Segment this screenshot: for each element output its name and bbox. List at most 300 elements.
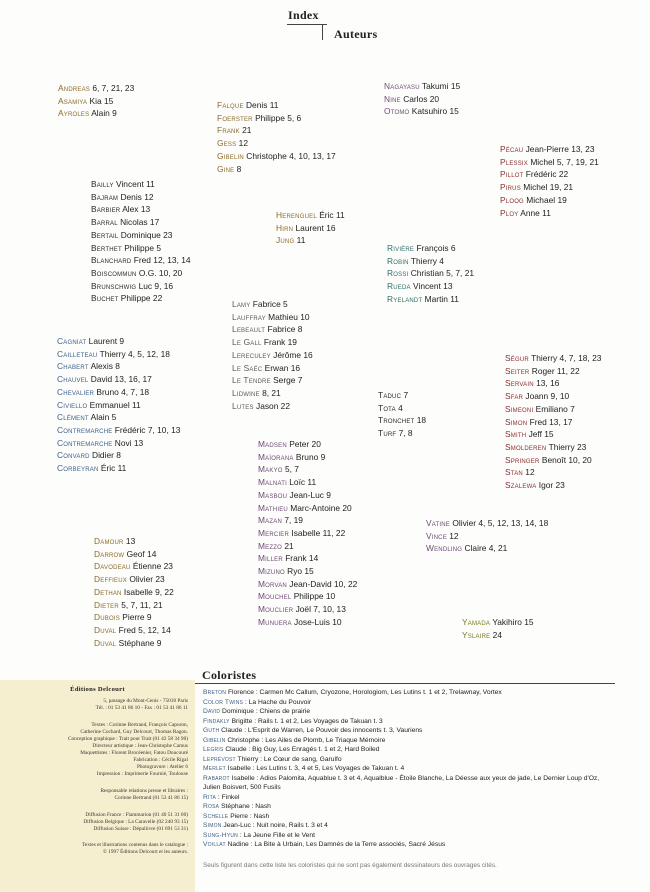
author-entry (94, 560, 174, 573)
author-pages: Nicolas 17 (120, 217, 160, 228)
author-group-a (58, 82, 134, 120)
author-pages: 21 (242, 125, 252, 136)
author-entry (387, 255, 474, 268)
author-pages: Serge 7 (273, 375, 303, 386)
colorist-works: Dominique : Chiens de prairie (222, 708, 311, 715)
author-pages: 7, 19 (284, 515, 303, 526)
author-entry (258, 451, 357, 464)
publisher-address: 5, passage du Mont-Cenis - 75018 Paris (103, 698, 188, 704)
author-pages: Christian 5, 7, 21 (410, 268, 475, 279)
author-entry (91, 254, 191, 267)
colorist-entry (203, 698, 599, 708)
author-pages: Michel 5, 7, 19, 21 (530, 156, 599, 167)
author-entry (426, 542, 548, 555)
author-name: Dieter (94, 599, 119, 610)
author-entry (57, 437, 180, 450)
author-pages: Pierre 9 (122, 612, 152, 623)
author-group-l (232, 298, 313, 412)
author-name: Seiter (505, 365, 530, 376)
author-pages: Étienne 23 (132, 561, 173, 572)
author-entry (91, 216, 191, 229)
author-group-d (94, 535, 174, 649)
author-name: Ayroles (58, 108, 90, 119)
author-pages: Yakihiro 15 (492, 617, 534, 627)
author-pages: Alain 5 (90, 412, 117, 423)
author-name: Maïorana (258, 451, 294, 462)
author-entry (378, 402, 426, 415)
author-name: Andreas (58, 83, 90, 93)
author-entry (91, 280, 191, 293)
author-name: Frank (217, 125, 240, 136)
author-entry (57, 424, 180, 437)
author-name: Ségur (505, 353, 529, 363)
author-entry (258, 463, 357, 476)
author-pages: Jose-Luis 10 (294, 616, 342, 627)
author-pages: Denis 12 (120, 191, 154, 202)
colorist-works: Julien Boisvert, 500 Fusils (203, 784, 281, 791)
author-name: Darrow (94, 548, 125, 559)
credit-line: Corinne Bertrand (01 53 41 86 15) (114, 795, 188, 801)
author-entry (276, 209, 345, 222)
author-name: Lamy (232, 299, 251, 309)
author-entry (232, 374, 313, 387)
author-pages: Thierry 23 (548, 441, 587, 452)
author-pages: Jean-Pierre 13, 23 (525, 144, 595, 154)
credit-line: Textes et illustrations contenus dans le catalogue : (82, 842, 188, 848)
colorist-name: Rabarot (203, 774, 230, 782)
author-name: Plessix (500, 156, 528, 167)
author-entry (217, 99, 336, 112)
author-group-s (505, 352, 601, 492)
author-entry (217, 150, 336, 163)
author-name: Smith (505, 429, 527, 440)
author-name: Lebeault (232, 324, 266, 335)
author-pages: Benoît 10, 20 (541, 454, 592, 465)
author-name: Convard (57, 450, 90, 461)
author-pages: Alain 9 (91, 108, 117, 119)
author-name: Pirus (500, 182, 521, 193)
author-entry (57, 449, 180, 462)
author-pages: Dominique 23 (120, 229, 173, 240)
author-entry (384, 93, 460, 106)
author-pages: Jean-David 10, 22 (289, 578, 358, 589)
author-entry (505, 403, 601, 416)
author-pages: Geof 14 (126, 548, 157, 559)
author-entry (426, 530, 548, 543)
author-entry (94, 637, 174, 650)
author-name: Gine (217, 163, 235, 174)
author-name: Le Gall (232, 337, 262, 348)
author-name: Ploog (500, 194, 524, 205)
author-entry (505, 365, 601, 378)
author-group-m (258, 438, 357, 629)
author-pages: 5, 7 (284, 464, 299, 475)
author-entry (91, 292, 191, 305)
author-pages: Stéphane 9 (118, 637, 162, 648)
author-name: Civiello (57, 399, 88, 410)
colorist-entry (203, 764, 599, 774)
author-entry (258, 489, 357, 502)
author-entry (217, 137, 336, 150)
author-entry (387, 242, 474, 255)
author-entry (94, 535, 174, 548)
author-pages: Igor 23 (538, 480, 565, 491)
author-entry (91, 203, 191, 216)
author-entry (505, 390, 601, 403)
author-entry (505, 377, 601, 390)
credit-line: Fabrication : Cécile Rigal (133, 757, 188, 763)
colorist-works: Isabelle : Adios Palomita, Aquablue t. 3 et 4, Aqualblue - Étoile Blanche, La Déesse aux yeux de jade, Le Dernier Loup d'Oz, (231, 774, 600, 782)
author-name: Bajram (91, 191, 119, 202)
author-pages: 7, 8 (398, 428, 413, 439)
colorist-name: Breton (203, 689, 227, 696)
colorist-name: Guth (203, 727, 220, 734)
author-group-f-g (217, 99, 336, 175)
author-entry (258, 438, 357, 451)
author-pages: Michel 19, 21 (523, 182, 574, 193)
author-name: Tronchet (378, 415, 415, 426)
colorist-name: Simon (203, 822, 222, 829)
author-entry (462, 629, 534, 642)
author-entry (91, 229, 191, 242)
author-name: Berthet (91, 242, 122, 253)
author-pages: O.G. 10, 20 (138, 267, 183, 278)
coloristes-rule (195, 683, 615, 684)
author-entry (276, 234, 345, 247)
author-entry (505, 466, 601, 479)
author-name: Mathieu (258, 502, 288, 513)
author-entry (58, 82, 134, 95)
author-name: Dubois (94, 612, 120, 623)
author-pages: Philippe 22 (120, 293, 163, 304)
author-name: Lereculey (232, 349, 271, 360)
author-entry (500, 168, 599, 181)
colorist-works: : La Jeune Fille et le Vent (239, 831, 315, 839)
author-entry (232, 323, 313, 336)
colorist-entry (203, 736, 599, 746)
author-pages: Fred 13, 17 (529, 416, 573, 427)
author-name: Falque (217, 100, 244, 110)
author-entry (387, 267, 474, 280)
author-pages: 11 (296, 235, 306, 246)
author-pages: Christophe 4, 10, 13, 17 (246, 150, 336, 161)
author-pages: Olivier 23 (129, 574, 165, 585)
author-pages: Philippe 5, 6 (255, 112, 302, 123)
author-entry (232, 336, 313, 349)
credit-line: Conception graphique : Trait pour Trait (01 42 58 34 90) (67, 736, 188, 742)
author-name: Mouclier (258, 604, 294, 615)
colorist-entry (203, 726, 599, 736)
author-entry (91, 191, 191, 204)
author-name: Mouchel (258, 591, 292, 602)
colorist-works: : Finkel (217, 793, 240, 801)
author-name: Duval (94, 637, 117, 648)
credit-line: © 1997 Éditions Delcourt et les auteurs. (102, 849, 188, 855)
author-name: Ploy (500, 207, 519, 218)
credit-line: Diffusion Suisse : Dépuliivre (01 691 53 31) (93, 826, 188, 832)
author-name: Barbier (91, 204, 121, 215)
author-name: Servain (505, 378, 534, 389)
author-entry (462, 616, 534, 629)
author-pages: Peter 20 (289, 439, 321, 449)
author-pages: Éric 11 (319, 210, 345, 220)
author-pages: 12 (525, 467, 535, 478)
author-name: Simeoni (505, 403, 534, 414)
author-name: Madsen (258, 439, 287, 449)
colorist-works: Florence : Carmen Mc Callum, Cryozone, Horologiom, Les Lutins t. 1 et 2, Trelawnay, Vortex (227, 689, 502, 696)
author-entry (94, 573, 174, 586)
author-pages: Didier 8 (92, 450, 121, 461)
coloristes-list (203, 688, 599, 850)
colorist-works: Claude : L'Esprit de Warren, Le Pouvoir des innocents t. 3, Vauriens (221, 727, 423, 734)
header-rule-vertical (322, 24, 323, 40)
author-pages: 5, 7, 11, 21 (121, 599, 163, 610)
author-pages: Joël 7, 10, 13 (295, 604, 346, 615)
author-pages: Michael 19 (526, 194, 567, 205)
author-entry (258, 514, 357, 527)
author-pages: Kia 15 (89, 95, 114, 106)
author-entry (505, 441, 601, 454)
author-name: Mercier (258, 527, 290, 538)
author-pages: Martin 11 (424, 293, 459, 304)
author-pages: Alex 13 (122, 204, 151, 215)
credit-line: Catherine Cochard, Guy Delcourt, Thomas Ragon. (80, 729, 188, 735)
author-entry (500, 143, 599, 156)
credit-line: Impression : Imprimerie Fournié, Toulouse (96, 771, 188, 777)
author-pages: 13 (125, 536, 136, 546)
author-entry (232, 362, 313, 375)
author-name: Taduc (378, 390, 402, 400)
author-entry (57, 399, 180, 412)
author-name: Yamada (462, 617, 491, 627)
coloristes-note: Seuls figurent dans cette liste les coloristes qui ne sont pas également dessinateurs des ouvrages cités. (203, 862, 497, 869)
author-entry (505, 352, 601, 365)
author-pages: Fabrice 8 (267, 324, 303, 335)
author-name: Sfar (505, 391, 524, 402)
author-pages: Jason 22 (256, 400, 290, 411)
colorist-name: Schelle (203, 812, 229, 820)
author-group-h-j (276, 209, 345, 247)
author-entry (232, 387, 313, 400)
author-entry (57, 360, 180, 373)
author-pages: Fabrice 5 (252, 299, 288, 309)
colorist-works: Jean-Luc : Nuit noire, Rails t. 3 et 4 (223, 822, 328, 829)
author-pages: Thierry 4, 5, 12, 18 (99, 348, 170, 359)
credit-line: Directeur artistique : Jean-Christophe Camus (92, 743, 188, 749)
header-rule (287, 24, 327, 25)
author-name: Buchet (91, 293, 119, 304)
author-pages: Frank 14 (285, 553, 319, 564)
author-pages: Roger 11, 22 (531, 365, 580, 376)
author-name: Lutes (232, 400, 254, 411)
colorist-entry (203, 688, 599, 698)
author-name: Makyo (258, 464, 283, 475)
colorist-entry (203, 802, 599, 812)
author-group-y (462, 616, 534, 641)
author-pages: Claire 4, 21 (464, 543, 508, 554)
author-pages: Takumi 15 (421, 81, 461, 91)
author-name: Chabert (57, 361, 89, 372)
author-name: Barral (91, 217, 118, 228)
author-entry (387, 293, 474, 306)
author-pages: Marc-Antoine 20 (290, 502, 352, 513)
author-pages: Isabelle 9, 22 (123, 586, 174, 597)
author-pages: Luc 9, 16 (138, 280, 174, 291)
credit-line: Responsable relations presse et libraires : (100, 788, 188, 794)
colorist-name: Legris (203, 746, 224, 753)
author-name: Mizuno (258, 566, 285, 577)
author-pages: Philippe 5 (124, 242, 162, 253)
author-name: Yslaire (462, 629, 491, 640)
credit-line: Maquettistes : Florent Brocéenier, Fatou Doucouré (80, 750, 188, 756)
author-entry (57, 335, 180, 348)
author-name: Turf (378, 428, 397, 439)
author-entry (505, 479, 601, 492)
author-entry (58, 95, 134, 108)
author-pages: Alexis 8 (90, 361, 120, 372)
author-entry (258, 552, 357, 565)
colorist-works: Isabelle : Les Lutins t. 3, 4 et 5, Les Voyages de Takuan t. 4 (227, 765, 405, 772)
author-entry (258, 603, 357, 616)
author-pages: Novi 13 (114, 437, 144, 448)
author-pages: 8, 21 (262, 387, 281, 398)
author-pages: 6, 7, 21, 23 (92, 83, 135, 93)
author-entry (258, 540, 357, 553)
author-pages: Bruno 4, 7, 18 (96, 386, 150, 397)
author-pages: 24 (492, 629, 502, 640)
author-pages: 8 (236, 163, 242, 174)
author-group-n-o (384, 80, 460, 118)
colorist-name: Findakly (203, 717, 230, 725)
author-entry (57, 348, 180, 361)
author-pages: Loïc 11 (289, 477, 317, 488)
author-pages: Frank 19 (263, 337, 297, 348)
author-pages: Vincent 11 (116, 179, 155, 189)
author-name: Brunschwig (91, 280, 137, 291)
publisher-credits-panel (0, 680, 195, 892)
author-name: Herenguel (276, 210, 317, 220)
author-entry (258, 476, 357, 489)
colorist-name: Rosa (203, 803, 220, 810)
colorist-name: Sung-Hyun (203, 831, 238, 839)
author-pages: Jean-Luc 9 (289, 489, 331, 500)
author-entry (258, 578, 357, 591)
colorist-works: Brigitte : Rails t. 1 et 2, Les Voyages de Takuan t. 3 (231, 717, 383, 725)
author-name: Nine (384, 93, 401, 104)
author-pages: 4 (398, 402, 403, 413)
author-name: Rueda (387, 281, 411, 292)
colorist-entry (203, 755, 599, 765)
coloristes-title: Coloristes (202, 668, 257, 682)
author-name: Ryelandt (387, 293, 423, 304)
author-name: Asamiya (58, 95, 88, 106)
author-entry (500, 194, 599, 207)
author-entry (384, 105, 460, 118)
author-name: Mezzo (258, 540, 282, 551)
author-name: Chauvel (57, 374, 89, 385)
author-entry (258, 527, 357, 540)
credit-line: Diffusion Belgique : La Caravelle (02 240 93 15) (83, 819, 188, 825)
author-name: Contremarche (57, 437, 113, 448)
colorist-works: Thierry : Le Cœur de sang, Garulfo (237, 755, 342, 763)
author-pages: Thierry 4 (410, 255, 444, 266)
author-entry (232, 400, 313, 413)
author-entry (276, 222, 345, 235)
author-entry (500, 181, 599, 194)
colorist-entry (203, 821, 599, 831)
author-entry (232, 298, 313, 311)
author-name: Damour (94, 536, 124, 546)
author-pages: 12 (238, 138, 248, 149)
author-name: Simon (505, 416, 528, 427)
author-pages: Carlos 20 (403, 93, 440, 104)
colorist-works: Claude : Big Guy, Les Enragés t. 1 et 2, Hard Boiled (225, 746, 380, 753)
author-pages: 18 (416, 415, 427, 426)
author-name: Gess (217, 138, 237, 149)
author-entry (91, 242, 191, 255)
author-name: Contremarche (57, 424, 113, 435)
author-name: Rossi (387, 268, 409, 279)
author-pages: Anne 11 (520, 207, 551, 218)
author-pages: 13, 16 (536, 378, 560, 389)
author-name: Davodeau (94, 561, 131, 572)
author-entry (505, 416, 601, 429)
author-name: Cailleteau (57, 348, 98, 359)
author-name: Morvan (258, 578, 287, 589)
colorist-name: Rita (203, 793, 217, 801)
author-name: Szalewa (505, 480, 537, 491)
author-pages: François 6 (416, 243, 456, 253)
colorist-entry (203, 717, 599, 727)
author-entry (217, 163, 336, 176)
author-name: Corbeyran (57, 463, 99, 474)
colorist-entry (203, 745, 599, 755)
author-name: Hirn (276, 222, 294, 233)
author-pages: Frédéric 22 (525, 169, 569, 180)
author-name: Lidwine (232, 387, 260, 398)
author-name: Mazan (258, 515, 282, 526)
author-name: Jung (276, 235, 295, 246)
author-name: Duval (94, 624, 117, 635)
author-entry (57, 386, 180, 399)
colorist-entry (203, 774, 599, 784)
index-title: Index (288, 8, 319, 22)
author-entry (505, 428, 601, 441)
author-entry (500, 207, 599, 220)
author-pages: Joann 9, 10 (525, 391, 570, 402)
author-pages: Mathieu 10 (268, 311, 310, 322)
colorist-entry (203, 840, 599, 850)
colorist-name: Leprévost (203, 755, 236, 763)
publisher-phone: Tél. : 01 53 41 86 10 - Fax : 01 53 41 86 11 (95, 705, 188, 711)
author-pages: 7 (403, 390, 409, 400)
author-group-b (91, 178, 191, 305)
colorist-name: Color Twins (203, 698, 244, 706)
author-pages: Vincent 13 (413, 281, 453, 292)
author-pages: 12 (449, 530, 459, 541)
author-name: Bailly (91, 179, 114, 189)
author-pages: Emmanuel 11 (89, 399, 141, 410)
author-name: Pillot (500, 169, 524, 180)
author-name: Le Saëc (232, 362, 263, 373)
author-name: Boiscommun (91, 267, 137, 278)
author-pages: Laurent 16 (295, 222, 336, 233)
author-entry (58, 107, 134, 120)
author-entry (217, 124, 336, 137)
author-name: Springer (505, 454, 540, 465)
author-name: Tota (378, 402, 396, 413)
colorist-entry (203, 812, 599, 822)
